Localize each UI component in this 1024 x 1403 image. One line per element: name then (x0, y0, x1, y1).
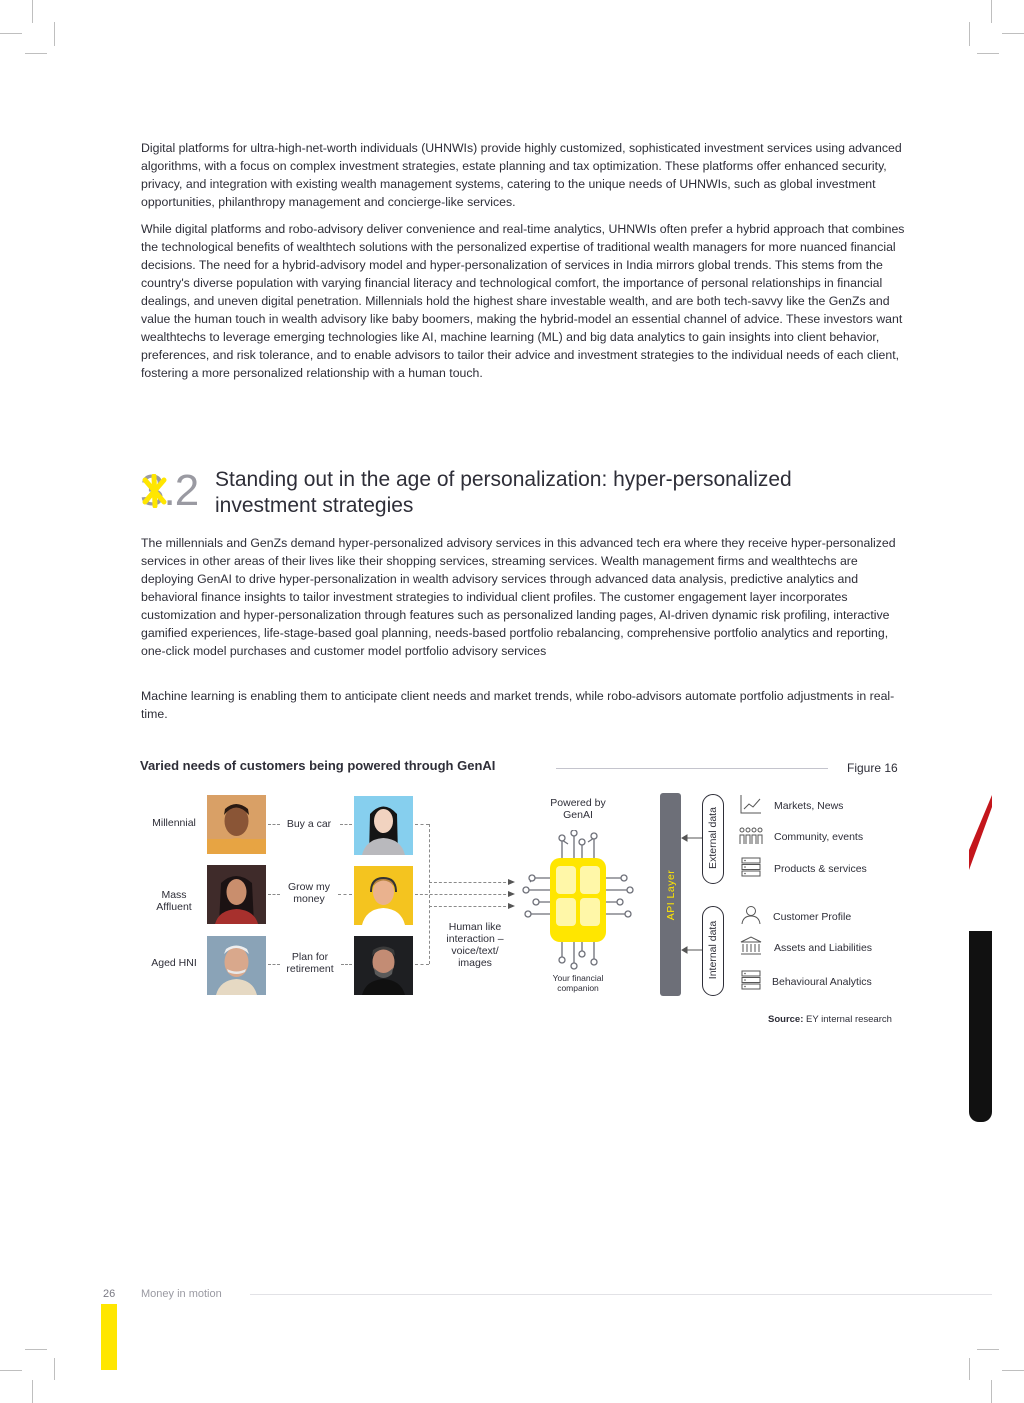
companion-label: Your financial companion (552, 973, 604, 993)
crop-mark (25, 1349, 47, 1350)
section-number: 3.2 (140, 466, 199, 515)
connector-line (268, 894, 280, 895)
connector-line (338, 894, 352, 895)
connector-line (429, 906, 511, 907)
source-community-events: Community, events (774, 831, 864, 843)
crop-mark (32, 0, 33, 23)
figure-title-rule (556, 768, 828, 769)
data-arrows-icon (680, 830, 704, 960)
crop-mark (969, 1358, 970, 1380)
edge-tab-red (969, 795, 992, 870)
paragraph-uhnwi-platforms: Digital platforms for ultra-high-net-worth individuals (UHNWIs) provide highly customized, sophisticated investment services using advanced algorithms, with a focus on complex investment strategies, estate planning and tax optimization. These platforms offer enhanced security, privacy, and integration with existing wealth management systems, catering to the unique needs of UHNWIs, such as global investment opportunities, philanthropy management and concierge-like services. (141, 141, 902, 209)
customer-photo-millennial (207, 795, 266, 854)
ai-chip-icon (522, 830, 634, 970)
segment-aged-hni-label: Aged HNI (151, 957, 197, 969)
database-icon (740, 970, 762, 990)
crop-mark (0, 33, 22, 34)
source-customer-profile: Customer Profile (773, 911, 852, 923)
crop-mark (1002, 33, 1024, 34)
connector-line (415, 964, 429, 965)
page-number: 26 (103, 1288, 116, 1300)
footer-title: Money in motion (141, 1288, 222, 1300)
arrowheads-icon (508, 877, 516, 911)
crop-mark (991, 0, 992, 23)
figure-number: Figure 16 (847, 761, 898, 775)
crop-mark (1002, 1370, 1024, 1371)
connector-line (340, 824, 352, 825)
crop-mark (0, 1370, 22, 1371)
connector-line (415, 824, 429, 825)
internal-data-label: Internal data (707, 920, 719, 980)
paragraph-hybrid-approach: While digital platforms and robo-advisory deliver convenience and real-time analytics, UHNWIs often prefer a hybrid approach that combines the technological benefits of wealthtech solutions with the personalized expertise of traditional wealth managers for more nuanced financial decisions. The need for a hybrid-advisory model and hyper-personalization of services in India mirrors global trends. This stems from the country's diverse population with varying financial literacy and technological comfort, the importance of personal relationships in financial dealings, and uneven digital penetration. Millennials hold the highest share investable wealth, and are both tech-savvy like the GenZs and value the human touch in wealth advisory like baby boomers, making the hybrid-model an essential channel of advice. These investors want wealthtechs to leverage emerging technologies like AI, machine learning (ML) and big data analytics to gain insights into client behavior, preferences, and risk tolerance, and to enable advisors to tailor their advice and investment strategies to the individual needs of each client, fostering a more personalized relationship with a human touch. (141, 222, 905, 380)
paragraph-machine-learning: Machine learning is enabling them to anticipate client needs and market trends, while robo-advisors automate portfolio adjustments in real-time. (141, 689, 895, 721)
crop-mark (991, 1380, 992, 1403)
source-markets-news: Markets, News (774, 800, 844, 812)
connector-line (415, 894, 511, 895)
advisor-photo-2 (354, 866, 413, 925)
section-title: Standing out in the age of personalization: hyper-personalized investment strategies (215, 468, 792, 517)
user-icon (740, 905, 762, 925)
segment-mass-affluent-label: Mass Affluent (156, 889, 192, 913)
bank-icon (740, 936, 762, 956)
connector-line (268, 824, 280, 825)
customer-photo-mass-affluent (207, 865, 266, 924)
external-data-label: External data (707, 807, 719, 869)
crop-mark (54, 22, 55, 46)
interaction-label: Human like interaction – voice/text/ images (446, 921, 504, 969)
source-assets-liabilities: Assets and Liabilities (774, 942, 873, 954)
source-products-services: Products & services (774, 863, 867, 875)
connector-line (268, 964, 280, 965)
crop-mark (25, 53, 47, 54)
advisor-photo-3 (354, 936, 413, 995)
powered-by-genai-label: Powered by GenAI (550, 797, 606, 821)
crop-mark (977, 53, 999, 54)
figure-source: Source: EY internal research (768, 1014, 892, 1025)
community-icon (738, 826, 764, 846)
crop-mark (32, 1380, 33, 1403)
need-plan-for-retirement: Plan for retirement (286, 951, 334, 975)
crop-mark (977, 1349, 999, 1350)
need-buy-a-car: Buy a car (286, 818, 332, 830)
need-grow-my-money: Grow my money (288, 881, 330, 905)
api-layer-label: API Layer (665, 869, 677, 921)
crop-mark (54, 1358, 55, 1380)
edge-tab-black (969, 931, 992, 1122)
source-behavioural-analytics: Behavioural Analytics (772, 976, 872, 988)
sparkle-icon (142, 474, 168, 508)
server-icon (740, 857, 762, 877)
connector-line (429, 882, 511, 883)
figure-title: Varied needs of customers being powered through GenAI (140, 758, 496, 773)
line-chart-icon (740, 794, 762, 814)
footer-accent-bar (101, 1304, 117, 1370)
connector-line (341, 964, 352, 965)
advisor-photo-1 (354, 796, 413, 855)
footer-rule (250, 1294, 992, 1295)
segment-millennial-label: Millennial (152, 817, 196, 829)
customer-photo-aged-hni (207, 936, 266, 995)
paragraph-hyper-personalization: The millennials and GenZs demand hyper-personalized advisory services in this advanced tech era where they receive hyper-personalized services in other areas of their lives like their shopping services, streaming services. Wealth management firms and wealthtechs are deploying GenAI to drive hyper-personalization in wealth advisory services through advanced data analysis, predictive analytics and behavioral finance insights to tailor investment strategies to individual client profiles. The customer engagement layer incorporates customization and hyper-personalization through features such as personalized landing pages, AI-driven dynamic risk profiling, interactive gamified experiences, life-stage-based goal planning, needs-based portfolio rebalancing, comprehensive portfolio analytics and reporting, one-click model purchases and customer model portfolio advisory services (141, 536, 896, 658)
crop-mark (969, 22, 970, 46)
